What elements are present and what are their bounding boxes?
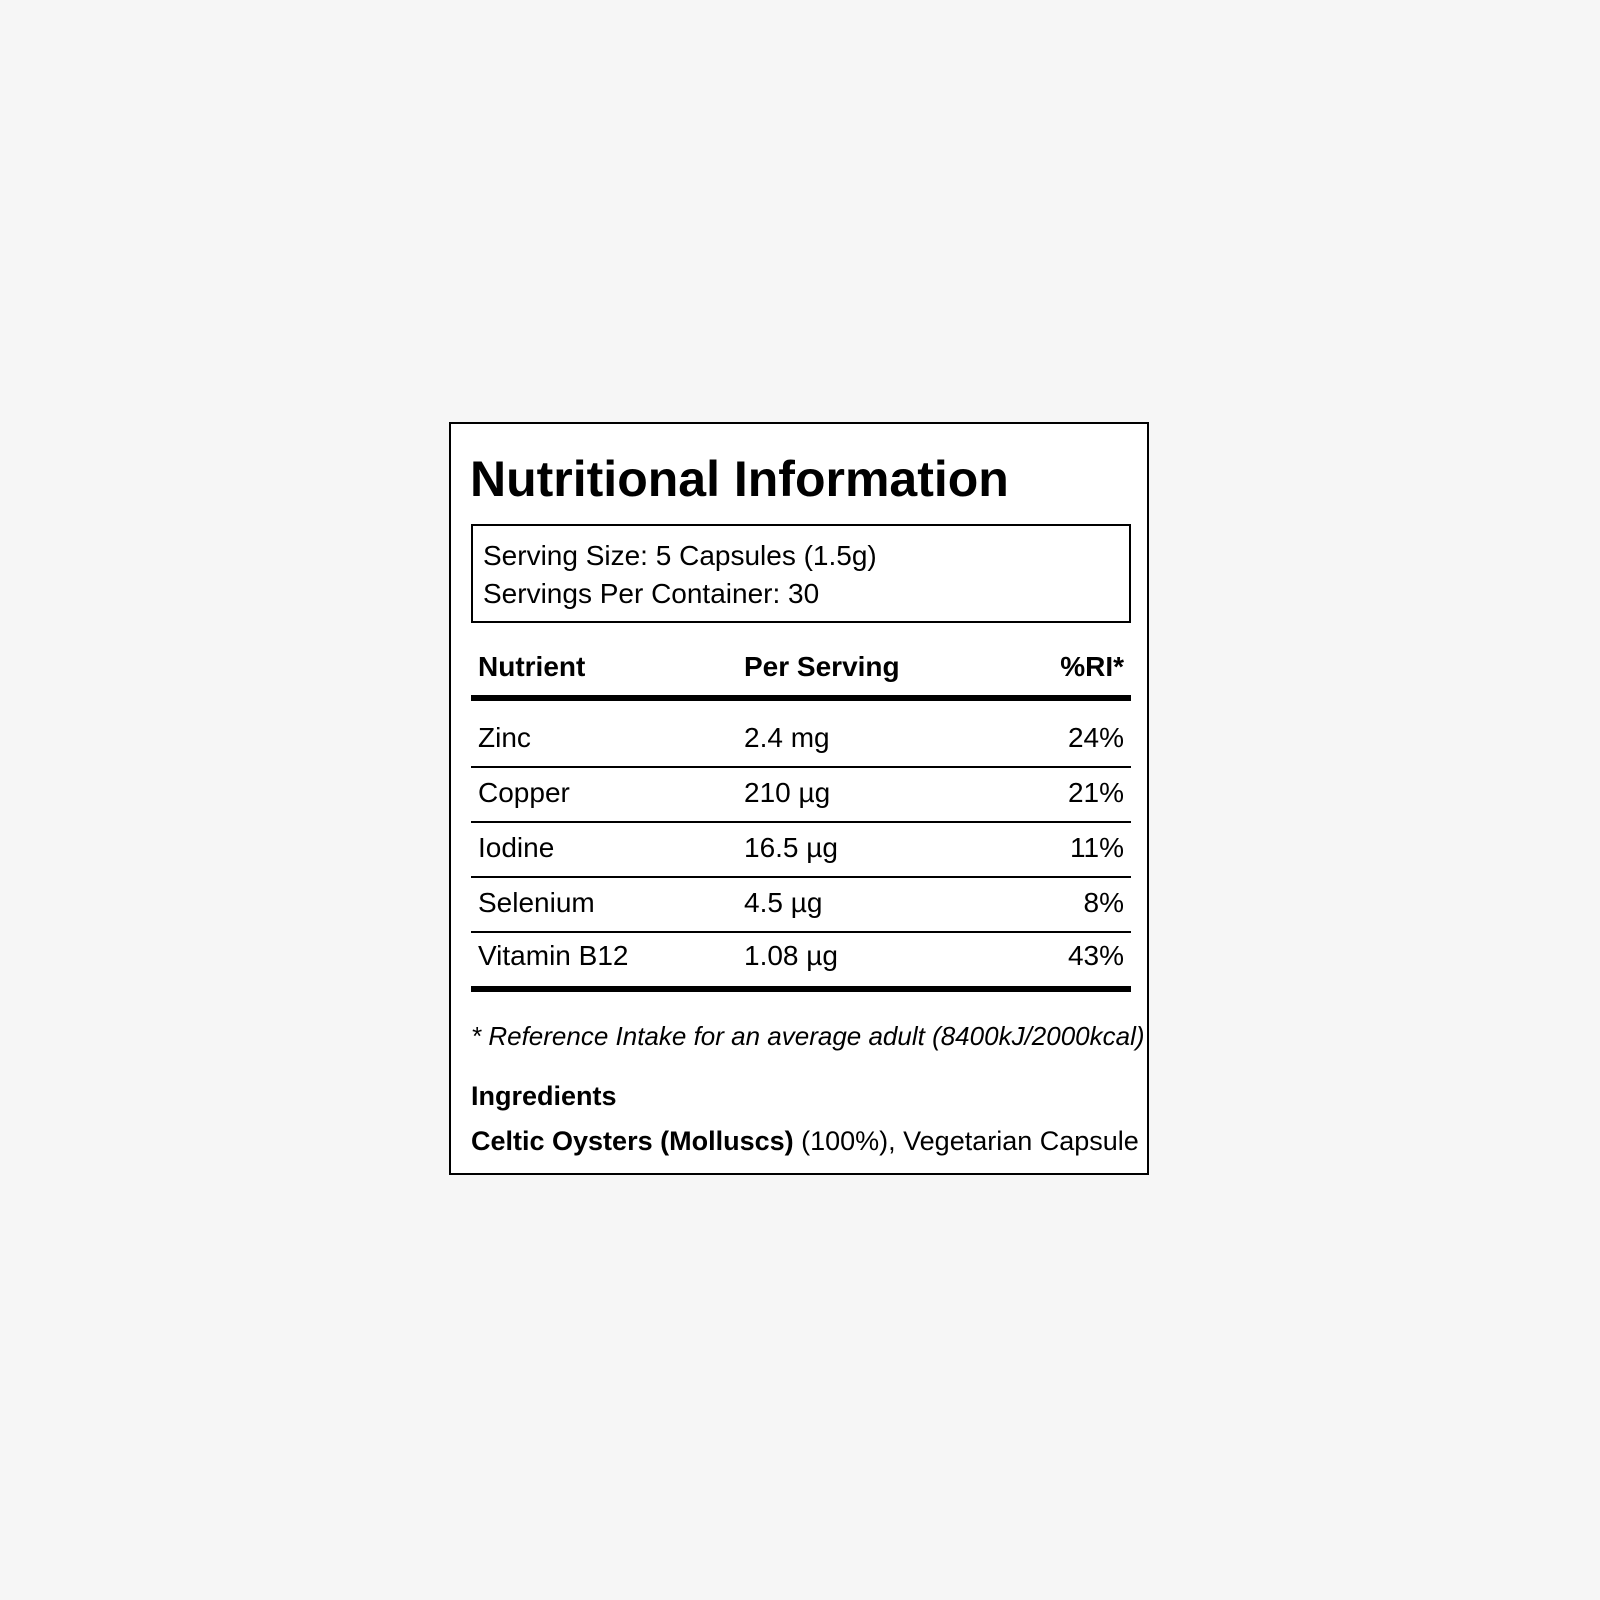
label-title: Nutritional Information bbox=[470, 451, 1009, 507]
nutrient-per-serving: 210 µg bbox=[744, 777, 831, 808]
ingredients-allergen: Celtic Oysters (Molluscs) bbox=[471, 1126, 794, 1156]
nutrient-name: Vitamin B12 bbox=[478, 940, 629, 971]
ri-footnote: * Reference Intake for an average adult (8400kJ/2000kcal) bbox=[471, 1021, 1145, 1051]
nutrient-per-serving: 16.5 µg bbox=[744, 832, 838, 863]
table-row bbox=[471, 823, 1131, 878]
nutrient-name: Zinc bbox=[478, 722, 531, 753]
serving-size: Serving Size: 5 Capsules (1.5g) bbox=[483, 540, 877, 571]
ingredients-heading: Ingredients bbox=[471, 1081, 617, 1111]
table-row bbox=[471, 933, 1131, 992]
nutrient-ri: 43% bbox=[1067, 940, 1124, 971]
table-row bbox=[471, 701, 1131, 768]
nutrient-name: Iodine bbox=[478, 832, 555, 863]
servings-per-container: Servings Per Container: 30 bbox=[483, 578, 820, 609]
serving-info-box bbox=[471, 524, 1131, 623]
nutrient-ri: 11% bbox=[1070, 832, 1124, 863]
nutrient-ri: 21% bbox=[1067, 777, 1124, 808]
header-nutrient: Nutrient bbox=[478, 651, 586, 682]
ingredients-rest: (100%), Vegetarian Capsule bbox=[793, 1126, 1139, 1156]
nutrient-per-serving: 1.08 µg bbox=[744, 940, 838, 971]
nutrient-per-serving: 2.4 mg bbox=[744, 722, 830, 753]
table-header-row bbox=[471, 646, 1131, 701]
nutrient-name: Copper bbox=[478, 777, 570, 808]
nutrition-label bbox=[449, 422, 1149, 1175]
header-per-serving: Per Serving bbox=[744, 651, 900, 682]
nutrient-ri: 8% bbox=[1083, 887, 1124, 918]
nutrient-table bbox=[471, 646, 1131, 992]
nutrient-name: Selenium bbox=[478, 887, 595, 918]
ingredients-text bbox=[471, 1123, 1139, 1159]
table-row bbox=[471, 878, 1131, 933]
nutrient-ri: 24% bbox=[1067, 722, 1124, 753]
table-row bbox=[471, 768, 1131, 823]
header-ri: %RI* bbox=[1060, 651, 1124, 682]
nutrient-per-serving: 4.5 µg bbox=[744, 887, 823, 918]
